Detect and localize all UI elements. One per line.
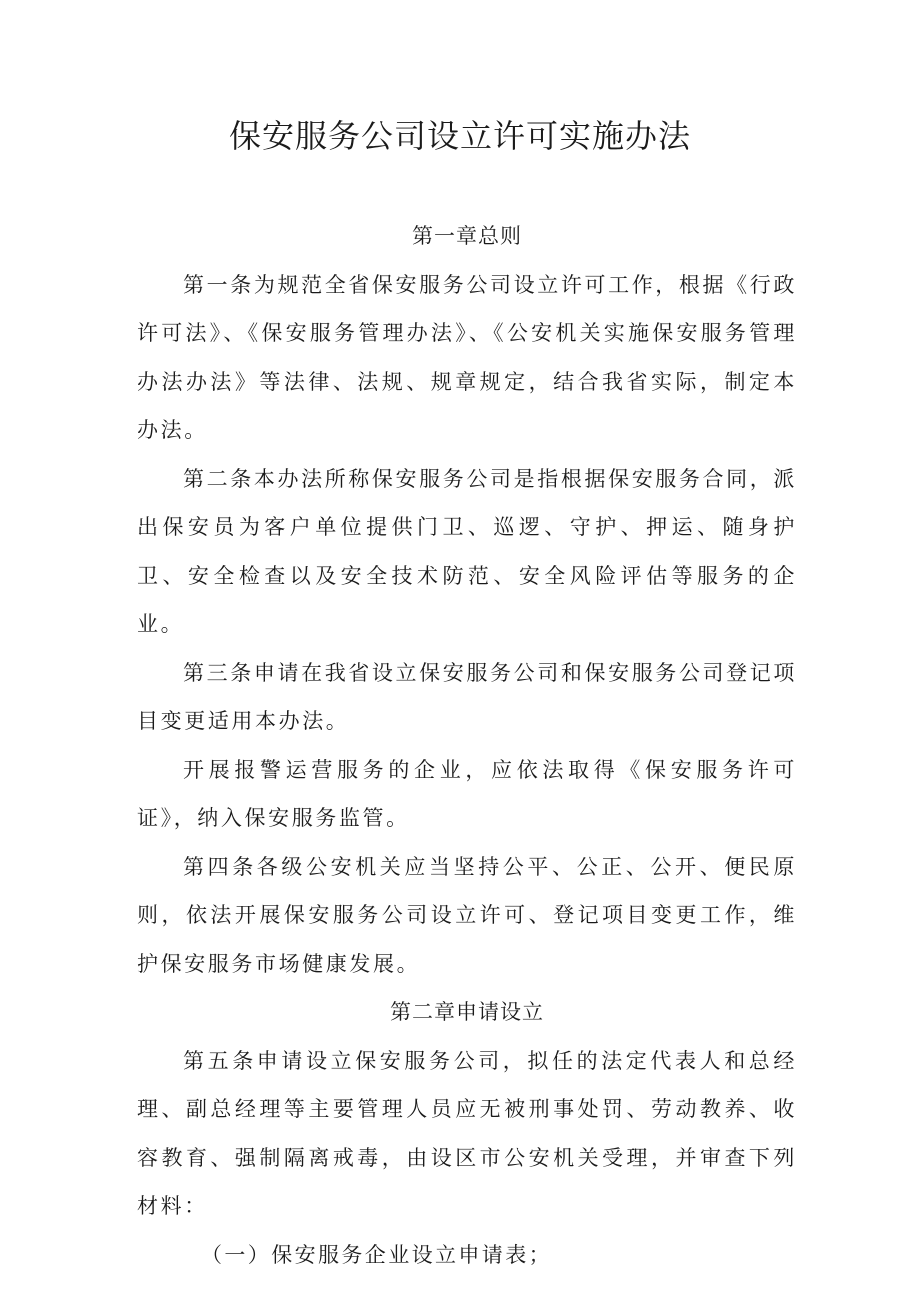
document-body	[137, 212, 797, 1279]
document-title: 保安服务公司设立许可实施办法	[228, 117, 691, 155]
article-paragraph: 开展报警运营服务的企业，应依法取得《保安服务许可证》，纳入保安服务监管。	[137, 757, 797, 830]
list-item: （一）保安服务企业设立申请表；	[201, 1242, 552, 1267]
article-paragraph: 第二条本办法所称保安服务公司是指根据保安服务合同，派出保安员为客户单位提供门卫、巡逻、守护、押运、随身护卫、安全检查以及安全技术防范、安全风险评估等服务的企业。	[137, 466, 797, 636]
article-paragraph: 第一条为规范全省保安服务公司设立许可工作，根据《行政许可法》、《保安服务管理办法》、《公安机关实施保安服务管理办法办法》等法律、法规、规章规定，结合我省实际，制定本办法。	[137, 272, 797, 442]
chapter-heading: 第一章总则	[412, 224, 522, 248]
chapter-heading: 第二章申请设立	[390, 1000, 544, 1024]
article-paragraph: 第四条各级公安机关应当坚持公平、公正、公开、便民原则，依法开展保安服务公司设立许可、登记项目变更工作，维护保安服务市场健康发展。	[137, 854, 797, 976]
article-paragraph: 第五条申请设立保安服务公司，拟任的法定代表人和总经理、副总经理等主要管理人员应无被刑事处罚、劳动教养、收容教育、强制隔离戒毒，由设区市公安机关受理，并审查下列材料：	[137, 1048, 797, 1218]
article-paragraph: 第三条申请在我省设立保安服务公司和保安服务公司登记项目变更适用本办法。	[137, 660, 797, 733]
